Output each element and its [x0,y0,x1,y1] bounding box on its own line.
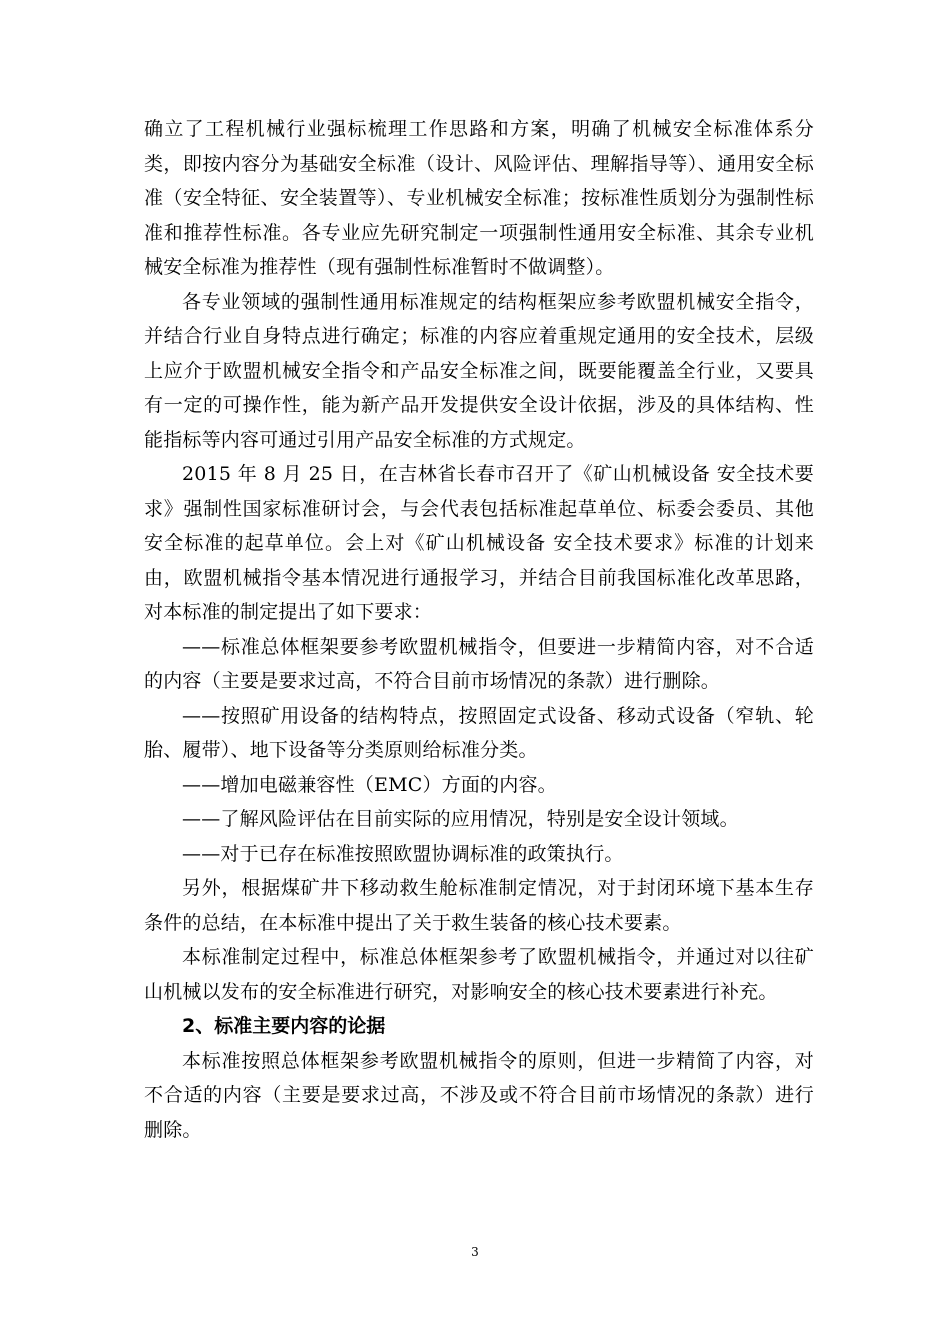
paragraph-standard-classification: 确立了工程机械行业强标梳理工作思路和方案，明确了机械安全标准体系分类，即按内容分为基础安全标准（设计、风险评估、理解指导等）、通用安全标准（安全特征、安全装置等）、专业机械安全标准；按标准性质划分为强制性标准和推荐性标准。各专业应先研究制定一项强制性通用安全标准、其余专业机械安全标准为推荐性（现有强制性标准暂时不做调整）。 [144,118,814,278]
paragraph-structure-framework: 各专业领域的强制性通用标准规定的结构框架应参考欧盟机械安全指令，并结合行业自身特点进行确定；标准的内容应着重规定通用的安全技术，层级上应介于欧盟机械安全指令和产品安全标准之间，既要能覆盖全行业，又要具有一定的可操作性，能为新产品开发提供安全设计依据，涉及的具体结构、性能指标等内容可通过引用产品安全标准的方式规定。 [144,290,814,451]
requirement-item: ——对于已存在标准按照欧盟协调标准的政策执行。 [182,842,624,865]
requirement-item: ——按照矿用设备的结构特点，按照固定式设备、移动式设备（窄轨、轮胎、履带）、地下设备等分类原则给标准分类。 [144,704,814,761]
requirement-item: ——标准总体框架要参考欧盟机械指令，但要进一步精简内容，对不合适的内容（主要是要求过高，不符合目前市场情况的条款）进行删除。 [144,635,814,692]
section-heading: 2、标准主要内容的论据 [182,1015,386,1037]
requirement-item: ——增加电磁兼容性（EMC）方面的内容。 [182,773,557,796]
page-number: 3 [471,1245,479,1259]
paragraph-rescue-equipment: 另外，根据煤矿井下移动救生舱标准制定情况，对于封闭环境下基本生存条件的总结，在本标准中提出了关于救生装备的核心技术要素。 [144,877,814,934]
document-body [144,112,814,1147]
paragraph-drafting-process: 本标准制定过程中，标准总体框架参考了欧盟机械指令，并通过对以往矿山机械以发布的安全标准进行研究，对影响安全的核心技术要素进行补充。 [144,946,814,1003]
requirement-item: ——了解风险评估在目前实际的应用情况，特别是安全设计领域。 [182,808,739,830]
paragraph-seminar: 2015 年 8 月 25 日，在吉林省长春市召开了《矿山机械设备 安全技术要求》强制性国家标准研讨会，与会代表包括标准起草单位、标委会委员、其他安全标准的起草单位。会上对《矿山机械设备 安全技术要求》标准的计划来由，欧盟机械指令基本情况进行通报学习，并结合目前我国标准化改革思路，对本标准的制定提出了如下要求： [144,463,814,623]
paragraph-main-content-basis: 本标准按照总体框架参考欧盟机械指令的原则，但进一步精简了内容，对不合适的内容（主要是要求过高，不涉及或不符合目前市场情况的条款）进行删除。 [144,1049,814,1141]
